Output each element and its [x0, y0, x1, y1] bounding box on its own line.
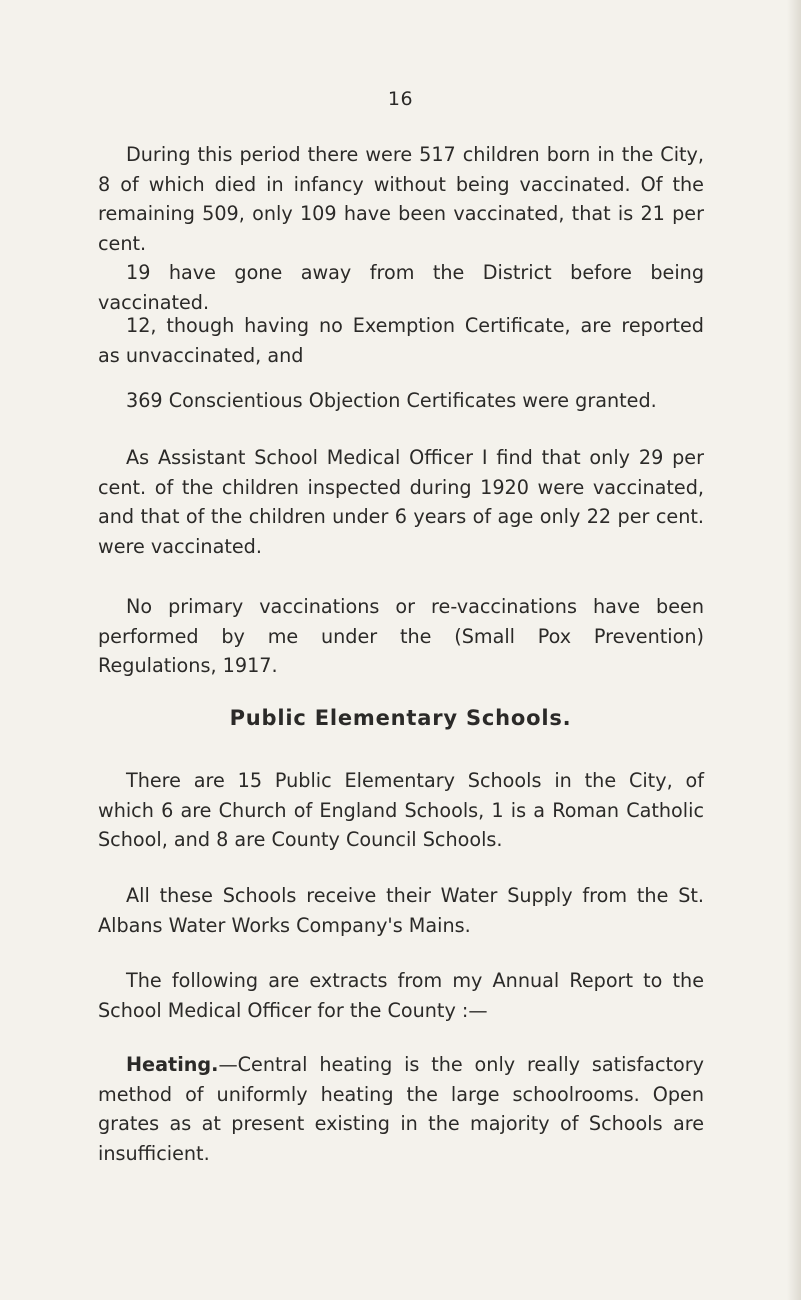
page-number: 16 — [387, 88, 414, 110]
heating-lead: Heating. — [126, 1053, 219, 1076]
paragraph-assistant-officer: As Assistant School Medical Officer I find that only 29 per cent. of the children inspected during 1920 were vaccinated, and that of the children under 6 years of age only 22 per cent. were vaccinated. — [98, 446, 704, 558]
paragraph-extracts: The following are extracts from my Annual Report to the School Medical Officer for the County :— — [98, 969, 704, 1022]
paragraph-objection-certificates: 369 Conscientious Objection Certificates were granted. — [126, 389, 657, 412]
paragraph-heating — [98, 1050, 704, 1168]
page-edge-shadow — [787, 0, 801, 1300]
paragraph-gone-away: 19 have gone away from the District before being vaccinated. — [98, 261, 704, 314]
paragraph-schools-count: There are 15 Public Elementary Schools in the City, of which 6 are Church of England Schools, 1 is a Roman Catholic School, and 8 are County Council Schools. — [98, 769, 704, 851]
section-heading: Public Elementary Schools. — [229, 706, 572, 730]
paragraph-water-supply: All these Schools receive their Water Supply from the St. Albans Water Works Company's Mains. — [98, 884, 704, 937]
paragraph-primary-vaccinations: No primary vaccinations or re-vaccinations have been performed by me under the (Small Pox Prevention) Regulations, 1917. — [98, 595, 704, 677]
paragraph-unvaccinated: 12, though having no Exemption Certificate, are reported as unvaccinated, and — [98, 314, 704, 367]
heating-body: —Central heating is the only really satisfactory method of uniformly heating the large schoolrooms. Open grates as at present existing in the majority of Schools are insufficient. — [98, 1053, 704, 1165]
paragraph-births: During this period there were 517 children born in the City, 8 of which died in infancy without being vaccinated. Of the remaining 509, only 109 have been vaccinated, that is 21 per cent. — [98, 143, 704, 255]
